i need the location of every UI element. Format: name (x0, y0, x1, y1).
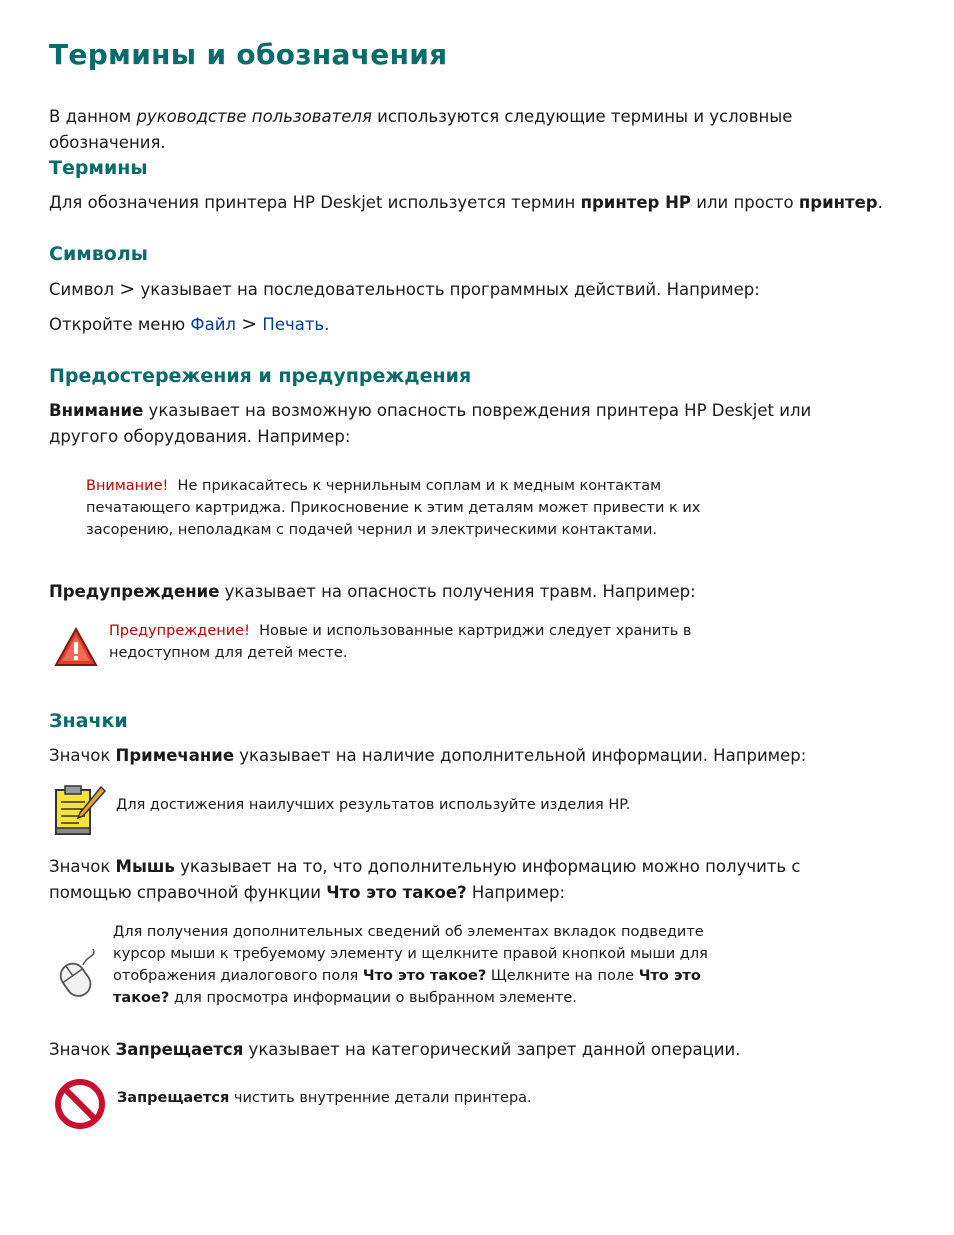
forbid-example-text: чистить внутренние детали принтера. (229, 1090, 532, 1106)
mouse-example-text-1: Для получения дополнительных сведений об элементах вкладок подведите курсор мыши к требуемому элементу и щелкните правой кнопкой мыши для отображения диалогового поля (113, 924, 708, 984)
mouse-bold-2: Что это такое? (326, 883, 467, 902)
symbols-text: Символ (49, 280, 120, 299)
attention-bold: Внимание (49, 401, 144, 420)
page-title: Термины и обозначения (49, 38, 448, 71)
mouse-paragraph (49, 854, 869, 906)
note-bold: Примечание (115, 746, 235, 765)
intro-text-end: используются следующие термины и условные обозначения. (49, 107, 793, 152)
note-paragraph (49, 743, 899, 769)
mouse-icon (53, 945, 103, 999)
mouse-text-end: Например: (466, 883, 566, 902)
terms-paragraph (49, 190, 899, 216)
intro-italic: руководстве пользователя (136, 107, 372, 126)
symbols-example (49, 311, 899, 338)
warning-example (109, 620, 709, 664)
mouse-example (113, 921, 713, 1009)
mouse-text-middle: указывает на то, что дополнительную информацию можно получить с помощью справочной функции (49, 857, 801, 902)
note-text: Значок (49, 746, 116, 765)
warning-example-text: Новые и использованные картриджи следует хранить в недоступном для детей месте. (109, 623, 692, 661)
symbols-text-end: указывает на последовательность программных действий. Например: (135, 280, 760, 299)
attention-example-text: Не прикасайтесь к чернильным соплам и к медным контактам печатающего картриджа. Прикосновение к этим деталям может привести к их засорению, неполадкам с подачей чернил и электрическими контактами. (86, 478, 701, 538)
attention-paragraph (49, 398, 869, 450)
forbid-example (117, 1087, 717, 1109)
symbols-example-end: . (324, 315, 330, 334)
forbid-text-end: указывает на категорический запрет данной операции. (243, 1040, 741, 1059)
terms-bold-2: принтер (798, 193, 878, 212)
symbols-heading: Символы (49, 243, 148, 265)
symbols-example-text: Откройте меню (49, 315, 191, 334)
gt-symbol: > (241, 313, 258, 335)
cautions-heading: Предостережения и предупреждения (49, 365, 472, 387)
notepad-pencil-icon (53, 784, 107, 838)
mouse-text: Значок (49, 857, 116, 876)
attention-label: Внимание! (86, 478, 169, 494)
terms-text: Для обозначения принтера HP Deskjet используется термин (49, 193, 581, 212)
forbid-bold: Запрещается (115, 1040, 244, 1059)
warning-label: Предупреждение! (109, 623, 250, 639)
prohibited-icon (53, 1077, 107, 1131)
intro-paragraph (49, 104, 899, 156)
mouse-bold: Мышь (115, 857, 175, 876)
forbid-example-bold: Запрещается (117, 1090, 230, 1106)
note-example: Для достижения наилучших результатов используйте изделия HP. (116, 797, 631, 813)
symbols-paragraph (49, 276, 899, 303)
forbid-paragraph (49, 1037, 899, 1063)
menu-file-link[interactable]: Файл (190, 315, 236, 334)
forbid-text: Значок (49, 1040, 116, 1059)
warning-text: указывает на опасность получения травм. Например: (219, 582, 696, 601)
terms-heading: Термины (49, 157, 148, 179)
mouse-example-bold-2: Что это такое? (113, 968, 701, 1006)
icons-heading: Значки (49, 710, 128, 732)
attention-text: указывает на возможную опасность повреждения принтера HP Deskjet или другого оборудования. Например: (49, 401, 812, 446)
gt-symbol: > (119, 278, 136, 300)
terms-text-end: . (877, 193, 883, 212)
warning-bold: Предупреждение (49, 582, 220, 601)
warning-triangle-icon (54, 627, 98, 667)
terms-text-middle: или просто (690, 193, 799, 212)
menu-print-link[interactable]: Печать (262, 315, 325, 334)
attention-example (86, 475, 716, 541)
mouse-example-bold-1: Что это такое? (362, 968, 487, 984)
mouse-example-text-3: для просмотра информации о выбранном элементе. (169, 990, 577, 1006)
note-text-end: указывает на наличие дополнительной информации. Например: (234, 746, 807, 765)
mouse-example-text-2: Щелкните на поле (486, 968, 639, 984)
intro-text: В данном (49, 107, 137, 126)
terms-bold-1: принтер HP (580, 193, 691, 212)
warning-paragraph (49, 579, 899, 605)
